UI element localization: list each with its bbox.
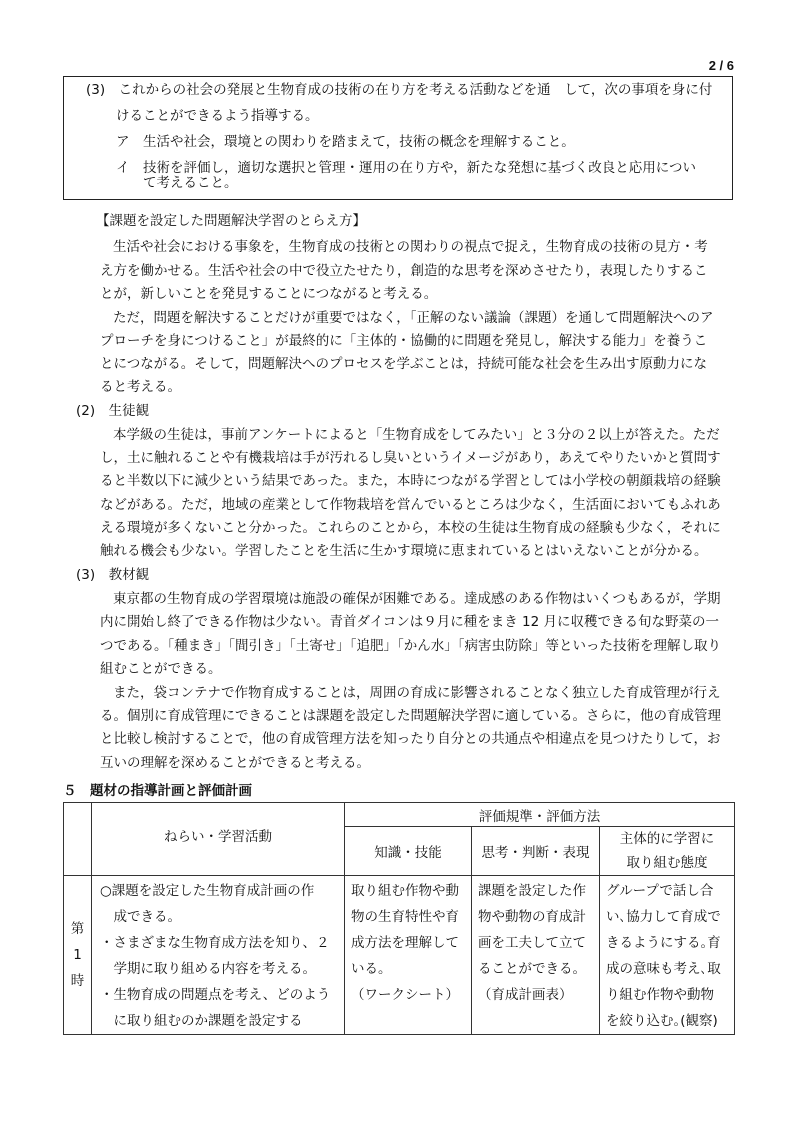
thinking-line: 画を工夫して立て — [478, 935, 586, 951]
attitude-line: きるようにする｡育 — [606, 935, 721, 951]
box-line: けることができるよう指導する。 — [116, 108, 319, 124]
paragraph-line: し，土に触れることや有機栽培は手が汚れるし臭いというイメージがあり，あえてやりたいかと質問す — [100, 450, 721, 466]
header-knowledge — [345, 827, 472, 876]
activity-line: 成できる。 — [100, 909, 181, 925]
paragraph-line: ただ，問題を解決することだけが重要ではなく，「正解のない議論（課題）を通して問題解決へのア — [113, 310, 714, 326]
header-thinking — [472, 827, 600, 876]
paragraph-line: 互いの理解を深めることができると考える。 — [100, 755, 370, 771]
period-char: 1 — [73, 947, 82, 963]
paragraph-line: とが，新しいことを発見することにつながると考える。 — [100, 286, 438, 302]
attitude-cell — [600, 876, 735, 1035]
activity-line: ・生物育成の問題点を考え、どのよう — [100, 987, 331, 1003]
header-activity — [92, 803, 345, 876]
box-line: て考えること。 — [143, 175, 238, 191]
attitude-line: り組む作物や動物 — [606, 987, 714, 1003]
activity-line: 学期に取り組める内容を考える。 — [100, 961, 316, 977]
table-corner-cell — [64, 803, 92, 876]
paragraph-line: 生活や社会における事象を，生物育成の技術との関わりの視点で捉え，生物育成の技術の見方・考 — [113, 239, 708, 255]
plan-table — [63, 802, 735, 1035]
knowledge-line: （ワークシート） — [351, 987, 459, 1003]
knowledge-line: 取り組む作物や動 — [351, 883, 459, 899]
section-heading: (2) 生徒観 — [76, 403, 150, 419]
paragraph-line: える環境が多くないこと分かった。これらのことから，本校の生徒は生物育成の経験も少なく，それに — [100, 520, 721, 536]
page-number: 2 / 6 — [708, 58, 734, 73]
activity-line: に取り組むのか課題を設定する — [100, 1013, 303, 1029]
paragraph-line: 本学級の生徒は，事前アンケートによると「生物育成をしてみたい」と３分の２以上が答えた。ただ — [113, 427, 720, 443]
header-eval-label: 評価規準・評価方法 — [478, 808, 601, 825]
header-attitude-line: 主体的に学習に — [619, 831, 715, 847]
paragraph-line: また，袋コンテナで作物育成することは，周囲の育成に影響されることなく独立した育成管理が行え — [113, 685, 721, 701]
header-thinking-label: 思考・判断・表現 — [481, 845, 590, 861]
activity-cell — [92, 876, 345, 1035]
section-heading: 【課題を設定した問題解決学習のとらえ方】 — [96, 213, 366, 229]
section-heading: (3) 教材観 — [76, 567, 150, 583]
knowledge-line: いる。 — [351, 961, 392, 977]
paragraph-line: る。個別に育成管理にできることは課題を設定した問題解決学習に適している。さらに，他の育成管理 — [100, 708, 721, 724]
paragraph-line: つである。「種まき」「間引き」「土寄せ」「追肥」「かん水」「病害虫防除」等といった技術を理解し取り — [100, 638, 721, 654]
activity-line: ・さまざまな生物育成方法を知り、２ — [100, 935, 330, 951]
knowledge-cell — [345, 876, 472, 1035]
period-char: 第 — [70, 921, 85, 937]
knowledge-line: 成方法を理解して — [351, 935, 459, 951]
paragraph-line: と比較し検討することで，他の育成管理方法を知ったり自分との共通点や相違点を見つけたりして，お — [100, 731, 721, 747]
paragraph-line: 内に開始し終了できる作物は少ない。青首ダイコンは９月に種をまき 12 月に収穫できる旬な野菜の一 — [100, 614, 719, 630]
paragraph-line: 組むことができる。 — [100, 661, 222, 677]
paragraph-line: とにつながる。そして，問題解決へのプロセスを学ぶことは，持続可能な社会を生み出す原動力にな — [100, 356, 707, 372]
header-attitude-line: 取り組む態度 — [626, 855, 708, 871]
paragraph-line: 触れる機会も少ない。学習したことを生活に生かす環境に恵まれているとはいえないことが分かる。 — [100, 543, 708, 559]
activity-line: ○課題を設定した生物育成計画の作 — [100, 883, 315, 899]
paragraph-line: プローチを身につけること」が最終的に「主体的・協働的に問題を発見し，解決する能力」を養うこ — [100, 333, 708, 349]
header-attitude — [600, 827, 735, 876]
period-cell — [64, 876, 92, 1035]
paragraph-line: などがある。ただ，地域の産業として作物栽培を営んでいるところは少なく，生活面においてもふれあ — [100, 497, 721, 513]
paragraph-line: え方を働かせる。生活や社会の中で役立たせたり，創造的な思考を深めさせたり，表現したりするこ — [100, 263, 708, 279]
box-line: (3) これからの社会の発展と生物育成の技術の在り方を考える活動などを通 して，次の事項を身に付 — [86, 82, 713, 98]
box-line: イ 技術を評価し，適切な選択と管理・運用の在り方や，新たな発想に基づく改良と応用につい — [116, 160, 696, 176]
paragraph-line: ると考える。 — [100, 379, 181, 395]
paragraph-line: ると半数以下に減少という結果であった。また，本時につながる学習としては小学校の朝顔栽培の経験 — [100, 473, 721, 489]
paragraph-line: 東京都の生物育成の学習環境は施設の確保が困難である。達成感のある作物はいくつもあるが，学期 — [113, 591, 721, 607]
period-char: 時 — [70, 973, 85, 989]
table-row — [64, 876, 735, 1035]
header-knowledge-label: 知識・技能 — [374, 845, 442, 861]
thinking-line: （育成計画表） — [478, 987, 573, 1003]
attitude-line: 成の意味も考え､取 — [606, 961, 721, 977]
thinking-line: 課題を設定した作 — [478, 883, 586, 899]
thinking-line: ることができる。 — [478, 961, 586, 977]
box-line: ア 生活や社会，環境との関わりを踏まえて，技術の概念を理解すること。 — [116, 134, 575, 150]
attitude-line: を絞り込む｡(観察) — [606, 1013, 718, 1029]
knowledge-line: 物の生育特性や育 — [351, 909, 459, 925]
attitude-line: い､協力して育成で — [606, 909, 721, 925]
thinking-line: 物や動物の育成計 — [478, 909, 586, 925]
thinking-cell — [472, 876, 600, 1035]
header-activity-label: ねらい・学習活動 — [164, 829, 272, 845]
attitude-line: グループで話し合 — [606, 883, 714, 899]
section5-heading: ５ 題材の指導計画と評価計画 — [63, 783, 252, 799]
header-eval — [345, 803, 735, 827]
